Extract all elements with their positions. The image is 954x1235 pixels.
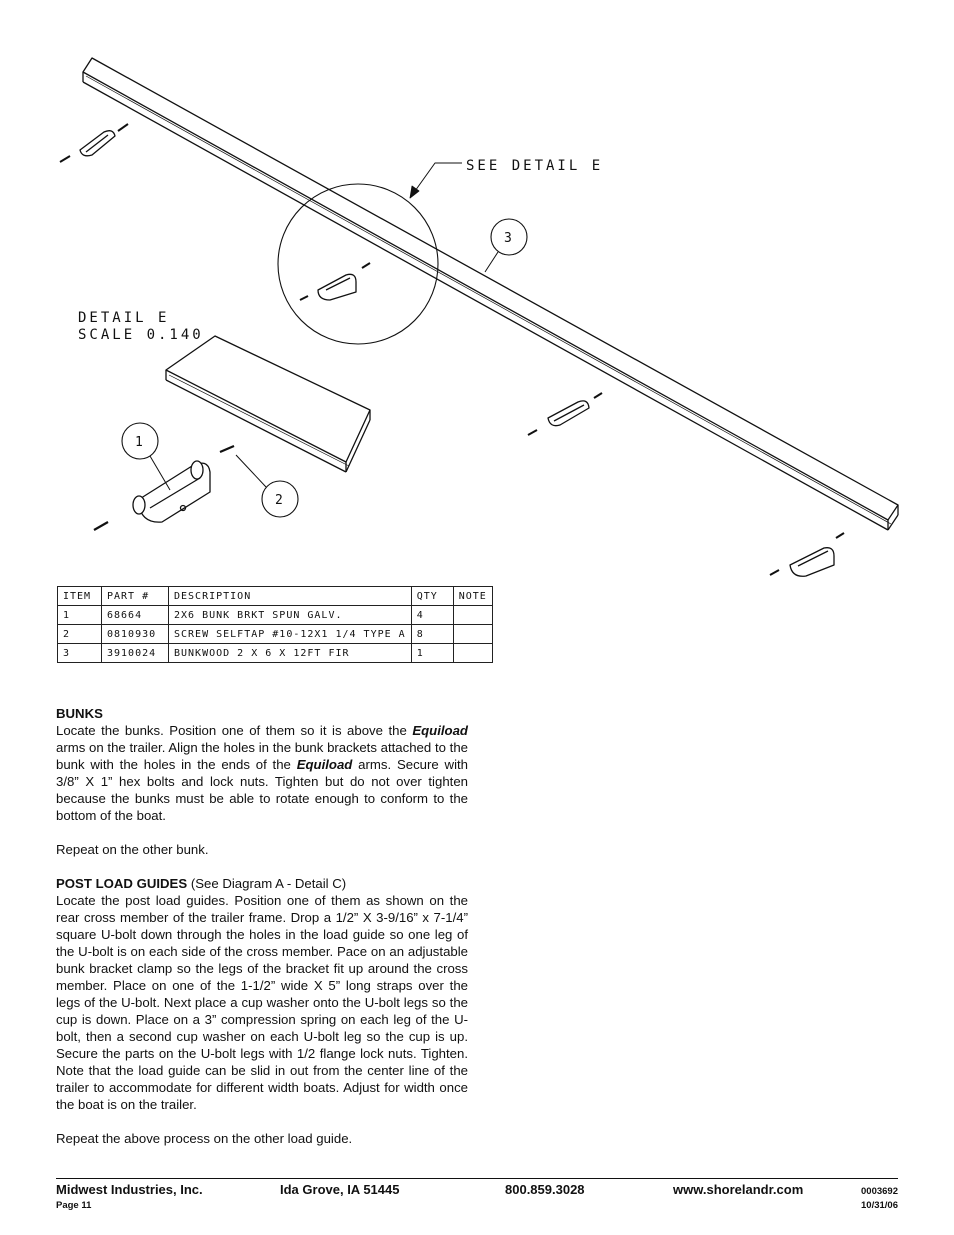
- cell: BUNKWOOD 2 X 6 X 12FT FIR: [169, 644, 412, 663]
- table-row: [58, 625, 493, 644]
- col-qty: QTY: [411, 587, 453, 606]
- bracket-bottom-right: [770, 533, 844, 576]
- equiload-term: Equiload: [412, 723, 468, 738]
- balloon-2-label: 2: [275, 493, 285, 508]
- post-load-guides-paragraph: Locate the post load guides. Position one of them as shown on the rear cross member of the trailer frame. Drop a 1/2” X 3-9/16” x 7-1/4” square U-bolt down through the holes in the load guide so one leg of the U-bolt is on each side of the cross member. Pace on an adjustable bunk bracket clamp so the legs of the bracket fit up around the cross member. Place on one of the 1-1/2” wide X 5” long straps over the legs of the U-bolt. Next place a cup washer onto the U-bolt legs so the cup is down. Place on a 3” compression spring on each leg of the U-bolt, then a second cup washer on each U-bolt leg so the cup is up. Secure the parts on the U-bolt legs with 1/2 flange lock nuts. Tighten. Note that the load guide can be slid in out from the center line of the trailer to accommodate for different width boats. Adjust for width once the boat is on the trailer.: [56, 893, 468, 1112]
- cell: 1: [411, 644, 453, 663]
- footer-rule: [56, 1178, 898, 1179]
- bunks-heading: BUNKS: [56, 706, 103, 721]
- page-number: Page 11: [56, 1200, 92, 1211]
- parts-table: [57, 586, 493, 663]
- cell: 2X6 BUNK BRKT SPUN GALV.: [169, 606, 412, 625]
- table-row: [58, 606, 493, 625]
- col-part: PART #: [102, 587, 169, 606]
- see-detail-label: SEE DETAIL E: [466, 158, 604, 174]
- cell: 2: [58, 625, 102, 644]
- phone: 800.859.3028: [505, 1182, 585, 1197]
- cell: 8: [411, 625, 453, 644]
- bunks-repeat: Repeat on the other bunk.: [56, 842, 209, 857]
- balloon-3-label: 3: [504, 231, 514, 246]
- footer: [56, 1182, 898, 1216]
- cell: 1: [58, 606, 102, 625]
- cell: 3: [58, 644, 102, 663]
- cell: [453, 644, 492, 663]
- col-item: ITEM: [58, 587, 102, 606]
- cell: SCREW SELFTAP #10-12X1 1/4 TYPE A: [169, 625, 412, 644]
- cell: 4: [411, 606, 453, 625]
- cell: [453, 606, 492, 625]
- col-description: DESCRIPTION: [169, 587, 412, 606]
- city: Ida Grove, IA 51445: [280, 1182, 400, 1197]
- cell: 3910024: [102, 644, 169, 663]
- cell: [453, 625, 492, 644]
- bracket-middle: [528, 393, 602, 435]
- large-bracket: [94, 446, 234, 530]
- parts-table-header: [58, 587, 493, 606]
- doc-number: 0003692: [861, 1186, 898, 1197]
- doc-date: 10/31/06: [861, 1200, 898, 1211]
- table-row: [58, 644, 493, 663]
- exploded-diagram: [0, 0, 954, 580]
- balloon-1-label: 1: [135, 435, 145, 450]
- bracket-top-left: [60, 124, 128, 162]
- cell: 0810930: [102, 625, 169, 644]
- detail-label: DETAIL E: [78, 310, 170, 326]
- instructions: [56, 705, 468, 1147]
- cell: 68664: [102, 606, 169, 625]
- bracket-in-circle: [300, 263, 370, 300]
- website: www.shorelandr.com: [673, 1182, 804, 1197]
- bunks-paragraph: Locate the bunks. Position one of them so it is above the Equiload arms on the trailer. Align the holes in the bunk brackets attached to the bunk with the holes in the ends of the Equiload arms. Secure with 3/8” X 1” hex bolts and lock nuts. Tighten but do not over tighten because the bunks must be able to rotate enough to conform to the bottom of the boat.: [56, 723, 468, 823]
- col-note: NOTE: [453, 587, 492, 606]
- post-load-guides-heading: POST LOAD GUIDES (See Diagram A - Detail C): [56, 876, 347, 891]
- equiload-term: Equiload: [296, 757, 353, 772]
- detail-scale: SCALE 0.140: [78, 327, 204, 343]
- company-name: Midwest Industries, Inc.: [56, 1182, 203, 1197]
- detail-board: [166, 336, 370, 472]
- bunk-board: [83, 58, 898, 530]
- post-load-guides-repeat: Repeat the above process on the other load guide.: [56, 1131, 353, 1146]
